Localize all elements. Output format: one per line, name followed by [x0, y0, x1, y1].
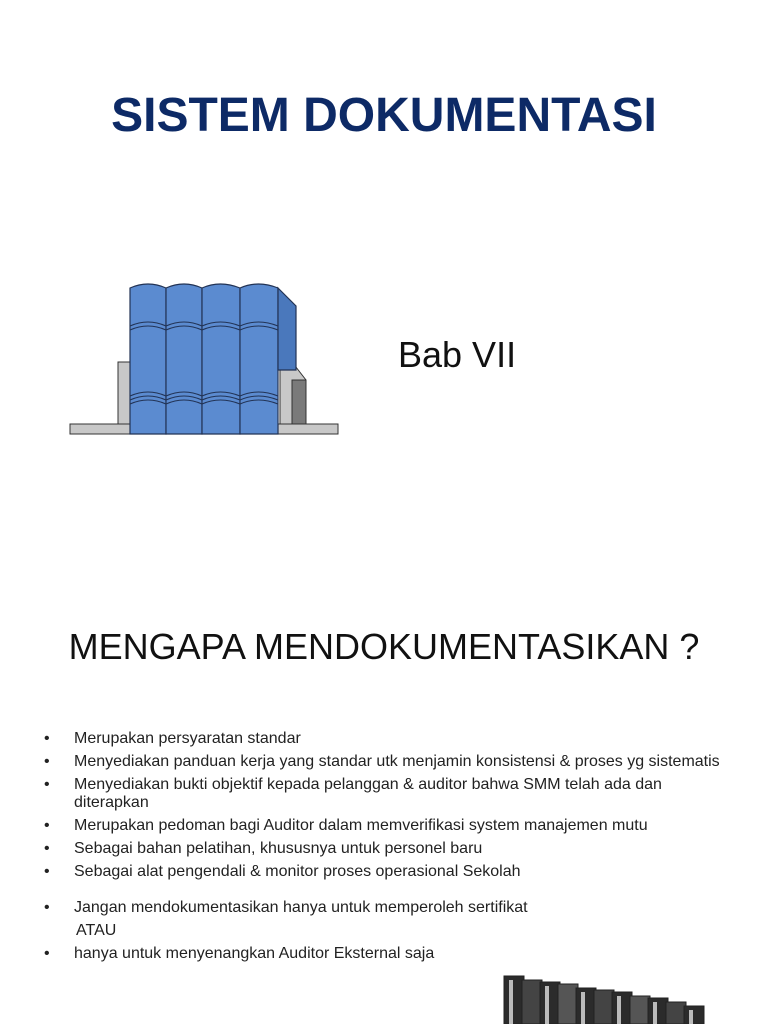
slide-subtitle: Bab VII: [398, 334, 517, 375]
list-item: • hanya untuk menyenangkan Auditor Eksternal saja: [44, 945, 435, 962]
list-item: • Menyediakan bukti objektif kepada pelanggan & auditor bahwa SMM telah ada dan diterapkan: [44, 776, 662, 811]
slide-title-heading: SISTEM DOKUMENTASI: [111, 89, 657, 142]
list-item: • Sebagai bahan pelatihan, khususnya untuk personel baru: [44, 840, 483, 857]
connector-text: ATAU: [76, 922, 117, 939]
list-item: • Sebagai alat pengendali & monitor proses operasional Sekolah: [44, 863, 521, 880]
reasons-list: [44, 730, 734, 968]
list-item: • Menyediakan panduan kerja yang standar utk menjamin konsistensi & proses yg sistematis: [44, 753, 720, 770]
list-item: • Merupakan pedoman bagi Auditor dalam memverifikasi system manajemen mutu: [44, 817, 648, 834]
slide-reasons-heading: MENGAPA MENDOKUMENTASIKAN ?: [68, 626, 700, 667]
binders-row-icon: [500, 972, 720, 1024]
slide-reasons: [0, 560, 768, 1024]
books-on-shelf-icon: [68, 280, 340, 440]
list-item: • Merupakan persyaratan standar: [44, 730, 301, 747]
list-item: • Jangan mendokumentasikan hanya untuk memperoleh sertifikat: [44, 899, 528, 916]
